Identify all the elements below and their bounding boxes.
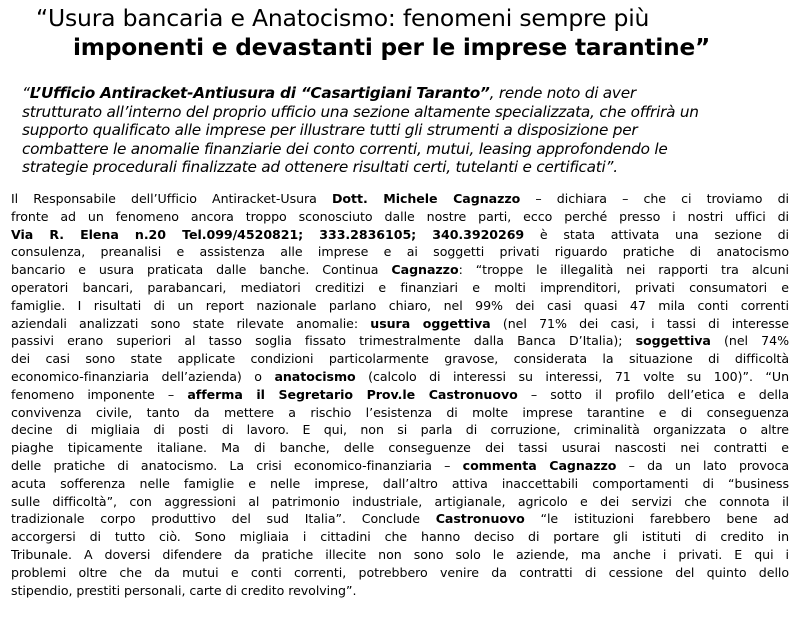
article-body <box>11 190 789 599</box>
body-line: delle pratiche di anatocismo. La crisi economico-finanziaria – commenta Cagnazzo – da un lato provoca <box>11 457 789 473</box>
body-line: fenomeno imponente – afferma il Segretario Prov.le Castronuovo – sotto il profilo dell’etica e della <box>11 386 789 402</box>
body-line: decine di migliaia di posti di lavoro. E qui, non si parla di corruzione, criminalità organizzata o altre <box>11 422 789 438</box>
article-headline <box>0 4 790 62</box>
person-name: Dott. Michele Cagnazzo <box>332 191 521 206</box>
body-line: consulenza, preanalisi e assistenza alle imprese e ai soggetti privati riguardo pratiche di anatocismo <box>11 244 789 260</box>
contact-details: Via R. Elena n.20 Tel.099/4520821; 333.2836105; 340.3920269 <box>11 226 525 242</box>
body-line: Via R. Elena n.20 Tel.099/4520821; 333.2836105; 340.3920269 è stata attivata una sezione di <box>11 226 789 242</box>
body-line: Tribunale. A doversi difendere da pratiche illecite non sono solo le aziende, ma anche i privati. E qui i <box>11 546 789 562</box>
body-line: passivi erano superiori al tasso soglia fissato trimestralmente dalla Banca D’Italia); soggettiva (nel 74% <box>11 333 789 349</box>
body-line: economico-finanziaria dell’azienda) o anatocismo (calcolo di interessi su interessi, 71 volte su 100)”. “Un <box>11 368 790 384</box>
lead-line: combattere le anomalie finanziarie dei conto correnti, mutui, leasing approfondendo le <box>22 139 668 158</box>
lead-line: strategie procedurali finalizzate ad ottenere risultati certi, tutelanti e certificati”. <box>22 158 618 177</box>
lead-line: “L’Ufficio Antiracket-Antiusura di “Casartigiani Taranto”, rende noto di aver <box>22 84 636 102</box>
lead-paragraph <box>22 84 772 177</box>
body-line: stipendio, prestiti personali, carte di credito revolving”. <box>11 582 357 598</box>
body-line: problemi oltre che da mutui e conti correnti, potrebbero venire da contratti di cessione del quinto dello <box>11 564 789 580</box>
body-line: fronte ad un fenomeno ancora troppo sconosciuto dalle nostre parti, ecco perché presso i nostri uffici di <box>11 208 789 224</box>
body-line: sulle difficoltà”, con aggressioni al patrimonio industriale, artigianale, agricolo e dei servizi che connota il <box>11 493 789 509</box>
body-line: tradizionale corpo produttivo del sud Italia”. Conclude Castronuovo “le istituzioni farebbero bene ad <box>11 511 789 527</box>
body-line: dei casi sono state applicate condizioni particolarmente gravose, considerata la situazione di difficoltà <box>11 351 789 367</box>
body-line: convivenza civile, tanto da mettere a rischio l’esistenza di molte imprese tarantine e di conseguenza <box>11 404 789 420</box>
speaker-attribution: commenta Cagnazzo <box>462 457 617 473</box>
office-name: L’Ufficio Antiracket-Antiusura di “Casartigiani Taranto” <box>29 84 490 102</box>
person-name: Castronuovo <box>435 511 525 527</box>
key-term: soggettiva <box>635 333 711 349</box>
body-line: piaghe tipicamente italiane. Ma di banche, delle conseguenze dei tassi usurai nascosti nei contratti e <box>11 440 789 456</box>
lead-open-quote: “ <box>22 84 30 102</box>
body-line: bancario e usura praticata dalle banche. Continua Cagnazzo: “troppe le illegalità nei rapporti tra alcuni <box>11 262 789 278</box>
lead-line: supporto qualificato alle imprese per illustrare tutti gli strumenti a disposizione per <box>22 121 638 140</box>
body-line: aziendali analizzati sono state rilevate anomalie: usura oggettiva (nel 71% dei casi, i tassi di interesse <box>11 315 790 331</box>
body-line: acuta sofferenza nelle famiglie e nelle imprese, dall’altro attiva inaccettabili comportamenti di “business <box>11 475 789 491</box>
speaker-attribution: afferma il Segretario Prov.le Castronuovo <box>187 386 518 402</box>
body-line: operatori bancari, parabancari, mediatori creditizi e finanziari e molti imprenditori, privati consumatori e <box>11 279 789 295</box>
body-line: accorgersi di tutto ciò. Sono migliaia i cittadini che hanno deciso di portare gli istituti di credito in <box>11 529 789 545</box>
body-line: famiglie. I risultati di un report nazionale parlano chiaro, nel 99% dei casi quasi 47 mila conti correnti <box>11 297 789 313</box>
lead-line: strutturato all’interno del proprio ufficio una sezione altamente specializzata, che offrirà un <box>22 102 699 121</box>
headline-line-1: “Usura bancaria e Anatocismo: fenomeni sempre più <box>36 4 650 32</box>
headline-line-2: imponenti e devastanti per le imprese tarantine” <box>73 34 711 61</box>
body-line: Il Responsabile dell’Ufficio Antiracket-Usura Dott. Michele Cagnazzo – dichiara – che ci troviamo di <box>11 191 789 206</box>
person-name: Cagnazzo <box>391 262 459 278</box>
key-term: usura oggettiva <box>370 315 491 331</box>
key-term: anatocismo <box>274 368 356 384</box>
